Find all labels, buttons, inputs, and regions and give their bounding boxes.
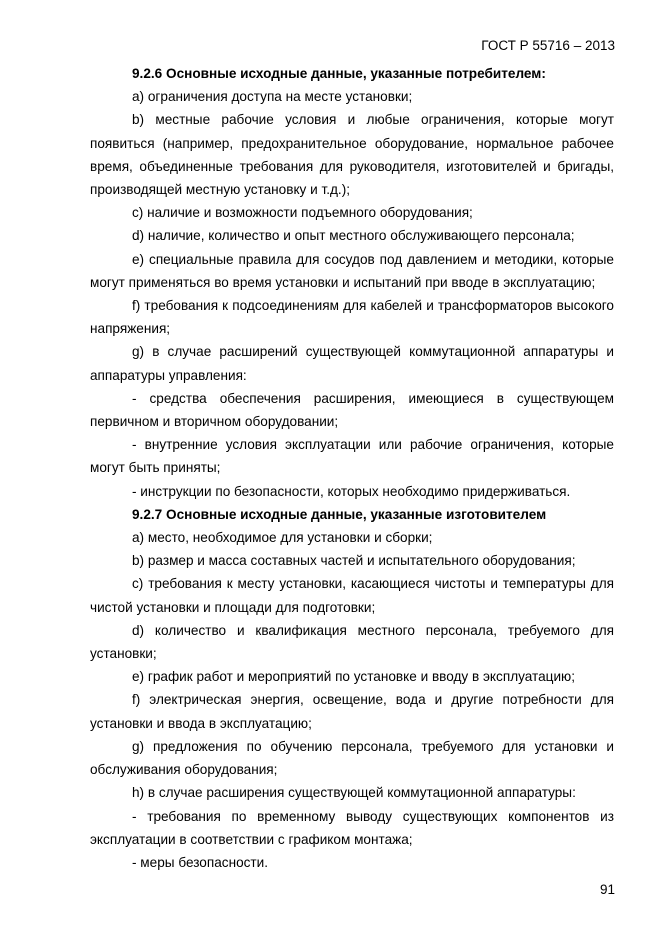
list-item: f) требования к подсоединениям для кабелей и трансформаторов высокого напряжения;: [90, 298, 614, 337]
list-item: g) в случае расширений существующей коммутационной аппаратуры и аппаратуры управления:: [90, 344, 614, 383]
list-item: - меры безопасности.: [132, 854, 269, 870]
list-item: b) местные рабочие условия и любые ограничения, которые могут появиться (например, предохранительное оборудование, нормальное рабочее время, объединенные требования для руководителя, изготовителей и бригады, производящей местную установку и т.д.);: [90, 112, 614, 198]
list-item: а) место, необходимое для установки и сборки;: [132, 530, 433, 546]
list-item: h) в случае расширения существующей коммутационной аппаратуры:: [132, 785, 576, 801]
list-item: d) количество и квалификация местного персонала, требуемого для установки;: [90, 622, 614, 662]
list-item: - внутренние условия эксплуатации или рабочие ограничения, которые могут быть приняты;: [90, 437, 614, 476]
section-heading-9-2-7: 9.2.7 Основные исходные данные, указанные изготовителем: [132, 506, 547, 522]
list-item: c) наличие и возможности подъемного оборудования;: [132, 205, 473, 221]
document-header: ГОСТ Р 55716 – 2013: [481, 38, 615, 53]
list-item: c) требования к месту установки, касающиеся чистоты и температуры для чистой установки и площади для подготовки;: [90, 576, 614, 615]
list-item: e) специальные правила для сосудов под давлением и методики, которые могут применяться во время установки и испытаний при вводе в эксплуатацию;: [90, 251, 614, 290]
list-item: - требования по временному выводу существующих компонентов из эксплуатации в соответствии с графиком монтажа;: [90, 808, 614, 847]
list-item: - средства обеспечения расширения, имеющиеся в существующем первичном и вторичном оборудовании;: [90, 390, 614, 430]
section-heading-9-2-6: 9.2.6 Основные исходные данные, указанные потребителем:: [132, 66, 546, 81]
list-item: b) размер и масса составных частей и испытательного оборудования;: [132, 553, 576, 569]
list-item: а) ограничения доступа на месте установки;: [132, 89, 413, 105]
document-body: [90, 62, 614, 874]
list-item: d) наличие, количество и опыт местного обслуживающего персонала;: [132, 228, 575, 244]
list-item: e) график работ и мероприятий по установке и вводу в эксплуатацию;: [132, 669, 576, 685]
list-item: - инструкции по безопасности, которых необходимо придерживаться.: [132, 483, 571, 499]
page-number: 91: [599, 882, 615, 897]
list-item: g) предложения по обучению персонала, требуемого для установки и обслуживания оборудования;: [90, 738, 614, 778]
list-item: f) электрическая энергия, освещение, вода и другие потребности для установки и ввода в эксплуатацию;: [90, 692, 614, 731]
